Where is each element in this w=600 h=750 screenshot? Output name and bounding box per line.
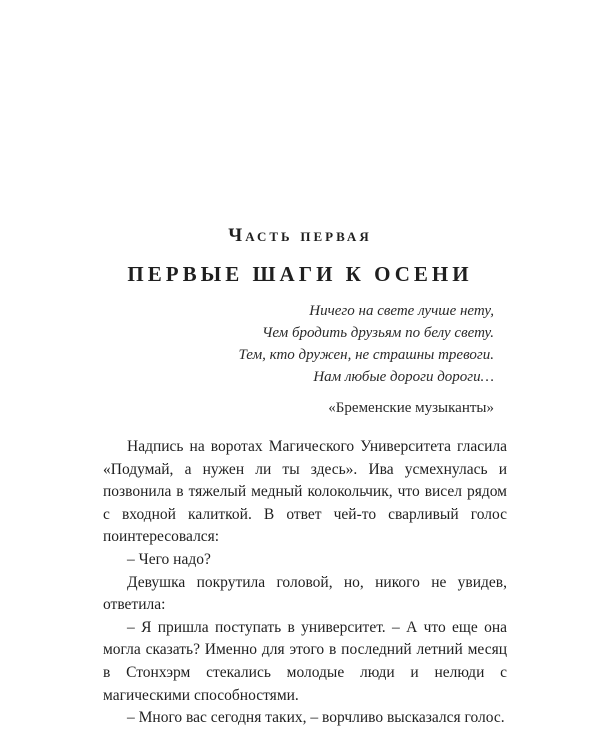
epigraph-line: Ничего на свете лучше нету, — [309, 303, 494, 319]
chapter-title: ПЕРВЫЕ ШАГИ К ОСЕНИ — [127, 262, 473, 286]
paragraph: – Я пришла поступать в университет. – А что еще она могла сказать? Именно для этого в последний летний месяц в Стонхэрм стекались молодые люди и нелюди с магическими способностями. — [103, 618, 507, 704]
paragraph: Надпись на воротах Магического Университета гласила «Подумай, а нужен ли ты здесь». Ива усмехнулась и позвонила в тяжелый медный колокольчик, что висел рядом с входной калиткой. В ответ чей-то сварливый голос поинтересовался: — [103, 438, 507, 546]
epigraph-line: Чем бродить друзьям по белу свету. — [262, 325, 494, 341]
epigraph-line: Нам любые дороги дороги… — [313, 369, 494, 385]
epigraph-line: Тем, кто дружен, не страшны тревоги. — [238, 347, 494, 363]
paragraph: – Много вас сегодня таких, – ворчливо высказался голос. — [127, 709, 505, 727]
body-text — [103, 436, 507, 730]
part-label: Часть первая — [228, 225, 372, 246]
epigraph-source: «Бременские музыканты» — [328, 400, 494, 416]
epigraph — [238, 300, 494, 388]
paragraph: – Чего надо? — [127, 550, 211, 568]
paragraph: Девушка покрутила головой, но, никого не увидев, ответила: — [103, 573, 507, 614]
